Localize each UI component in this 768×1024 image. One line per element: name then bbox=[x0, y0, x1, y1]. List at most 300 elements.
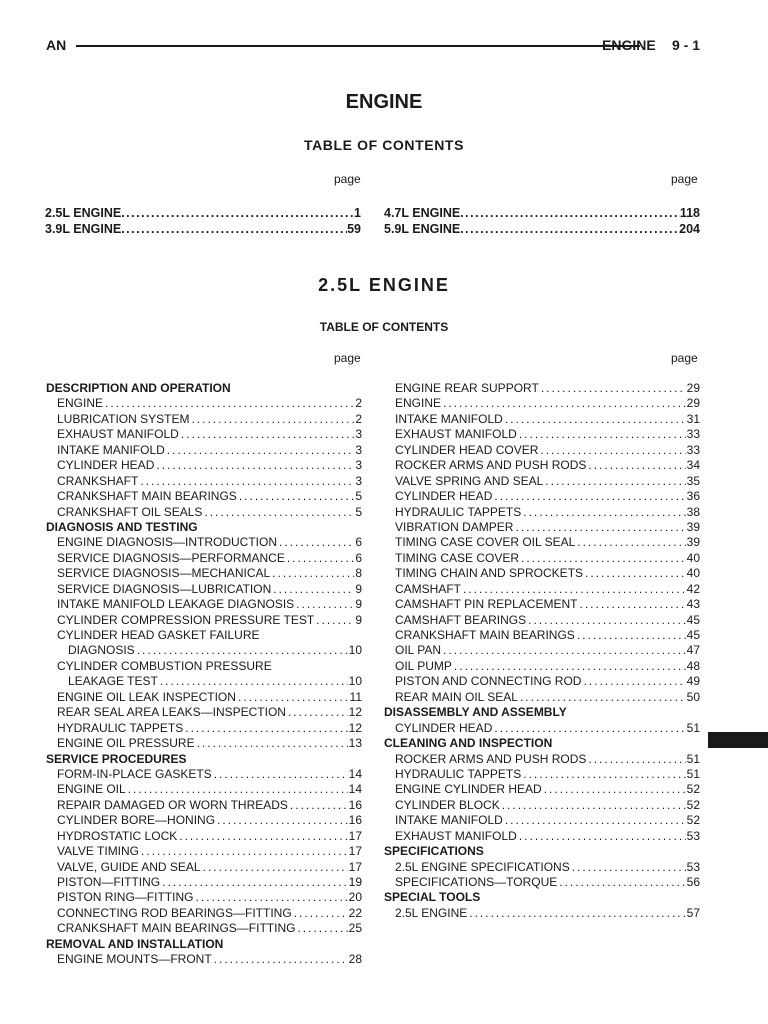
leader-dots bbox=[583, 566, 686, 581]
toc-entry[interactable] bbox=[384, 427, 700, 442]
main-toc-row[interactable] bbox=[384, 205, 700, 221]
leader-dots bbox=[179, 427, 355, 442]
leader-dots bbox=[526, 613, 686, 628]
toc-entry[interactable] bbox=[384, 597, 700, 612]
toc-entry-label: ENGINE OIL bbox=[57, 782, 126, 797]
toc-entry-label: INTAKE MANIFOLD bbox=[395, 411, 503, 426]
leader-dots bbox=[288, 798, 348, 813]
leader-dots bbox=[193, 890, 347, 905]
toc-entry[interactable] bbox=[46, 582, 362, 597]
leader-dots bbox=[126, 782, 348, 797]
leader-dots bbox=[158, 674, 348, 689]
toc-entry-page: 35 bbox=[686, 473, 700, 488]
leader-dots bbox=[557, 875, 685, 890]
toc-entry-page: 14 bbox=[348, 766, 362, 781]
toc-entry-label: HYDROSTATIC LOCK bbox=[57, 828, 178, 843]
leader-dots bbox=[286, 705, 348, 720]
toc-entry[interactable] bbox=[384, 443, 700, 458]
leader-dots bbox=[295, 921, 347, 936]
leader-dots bbox=[521, 505, 685, 520]
toc-entry[interactable] bbox=[46, 613, 362, 628]
toc-entry-label: CRANKSHAFT MAIN BEARINGS bbox=[395, 628, 575, 642]
toc-entry-label: CYLINDER HEAD GASKET FAILURE bbox=[57, 628, 260, 642]
leader-dots bbox=[202, 505, 354, 520]
toc-entry-page: 25 bbox=[348, 921, 362, 936]
leader-dots bbox=[503, 412, 686, 427]
leader-dots bbox=[575, 628, 686, 643]
header-rule bbox=[76, 45, 640, 47]
leader-dots bbox=[236, 690, 349, 705]
toc-entry-label: TIMING CASE COVER bbox=[395, 550, 520, 565]
toc-entry-label: 2.5L ENGINE bbox=[395, 905, 468, 920]
section-tab-marker bbox=[708, 732, 768, 748]
toc-entry[interactable] bbox=[384, 643, 700, 658]
toc-entry-page: 12 bbox=[348, 720, 362, 735]
toc-entry[interactable] bbox=[46, 813, 362, 828]
toc-entry-page: 29 bbox=[686, 381, 700, 395]
toc-entry-page: 38 bbox=[686, 504, 700, 519]
toc-entry[interactable] bbox=[384, 613, 700, 628]
main-toc-label: 5.9L ENGINE bbox=[384, 222, 461, 236]
toc-entry-label: SERVICE DIAGNOSIS—PERFORMANCE bbox=[57, 550, 285, 565]
toc-entry-page: 3 bbox=[355, 458, 362, 473]
toc-entry-page: 14 bbox=[348, 782, 362, 797]
toc-entry[interactable] bbox=[384, 535, 700, 550]
leader-dots bbox=[518, 690, 686, 705]
leader-dots bbox=[121, 205, 354, 221]
toc-entry[interactable] bbox=[46, 721, 362, 736]
toc-entry[interactable] bbox=[384, 412, 700, 427]
toc-entry-page: 49 bbox=[686, 674, 700, 689]
toc-entry-page: 33 bbox=[686, 442, 700, 457]
toc-entry-page: 12 bbox=[348, 705, 362, 720]
toc-entry[interactable] bbox=[384, 474, 700, 489]
toc-entry-page: 53 bbox=[686, 859, 700, 874]
header-section-name: ENGINE bbox=[602, 37, 656, 53]
toc-entry-page: 56 bbox=[686, 875, 700, 889]
page-column-label-right: page bbox=[671, 172, 698, 186]
leader-dots bbox=[212, 952, 348, 967]
toc-entry-page: 19 bbox=[348, 875, 362, 889]
leader-dots bbox=[285, 551, 354, 566]
page-title: ENGINE bbox=[345, 91, 423, 113]
toc-entry-label: CAMSHAFT bbox=[395, 581, 461, 596]
toc-entry[interactable] bbox=[46, 551, 362, 566]
leader-dots bbox=[212, 767, 348, 782]
toc-entry-label: CYLINDER BORE—HONING bbox=[57, 813, 216, 828]
toc-entry-page: 52 bbox=[686, 797, 700, 812]
leader-dots bbox=[542, 782, 686, 797]
toc-entry[interactable] bbox=[46, 628, 362, 643]
toc-entry[interactable] bbox=[46, 659, 362, 674]
toc-entry-page: 17 bbox=[348, 859, 362, 874]
leader-dots bbox=[270, 566, 354, 581]
leader-dots bbox=[314, 613, 354, 628]
main-toc-row[interactable] bbox=[384, 221, 700, 237]
toc-entry[interactable] bbox=[384, 489, 700, 504]
toc-entry-label: ENGINE OIL PRESSURE bbox=[57, 736, 195, 751]
toc-entry-page: 3 bbox=[355, 442, 362, 457]
main-toc-right bbox=[384, 205, 700, 237]
toc-entry[interactable] bbox=[384, 674, 700, 689]
toc-section-heading bbox=[46, 381, 362, 396]
toc-entry-page: 47 bbox=[686, 643, 700, 658]
toc-column-right bbox=[384, 381, 700, 921]
toc-entry-page: 8 bbox=[355, 566, 362, 581]
toc-entry[interactable] bbox=[46, 736, 362, 751]
page-column-label-left: page bbox=[334, 172, 361, 186]
toc-entry-label: ENGINE OIL LEAK INSPECTION bbox=[57, 689, 236, 704]
toc-section-heading bbox=[384, 890, 700, 905]
toc-entry-page: 48 bbox=[686, 658, 700, 673]
leader-dots bbox=[271, 582, 354, 597]
leader-dots bbox=[138, 474, 354, 489]
toc-entry-label: CLEANING AND INSPECTION bbox=[384, 736, 553, 751]
toc-entry-page: 9 bbox=[355, 597, 362, 612]
toc-entry[interactable] bbox=[46, 890, 362, 905]
toc-entry[interactable] bbox=[46, 860, 362, 875]
leader-dots bbox=[467, 906, 685, 921]
toc-entry-page: 22 bbox=[348, 905, 362, 920]
toc-entry[interactable] bbox=[384, 505, 700, 520]
toc-entry-page: 10 bbox=[348, 643, 362, 658]
leader-dots bbox=[586, 458, 685, 473]
toc-column-left bbox=[46, 381, 362, 968]
toc-entry-label: ROCKER ARMS AND PUSH RODS bbox=[395, 458, 587, 473]
leader-dots bbox=[543, 474, 685, 489]
toc-entry-page: 51 bbox=[686, 720, 700, 735]
section-page-column-label-right: page bbox=[671, 351, 698, 365]
leader-dots bbox=[160, 875, 348, 890]
toc-entry-label: DIAGNOSIS AND TESTING bbox=[46, 519, 198, 534]
toc-entry-label: VALVE TIMING bbox=[57, 844, 140, 859]
toc-section-heading bbox=[384, 705, 700, 720]
toc-entry-page: 31 bbox=[686, 411, 700, 426]
toc-entry-page: 45 bbox=[686, 612, 700, 627]
toc-entry[interactable] bbox=[46, 458, 362, 473]
toc-entry-label: HYDRAULIC TAPPETS bbox=[57, 720, 184, 735]
leader-dots bbox=[461, 582, 686, 597]
toc-entry-page: 5 bbox=[355, 504, 362, 519]
toc-entry[interactable] bbox=[384, 798, 700, 813]
toc-entry[interactable] bbox=[46, 474, 362, 489]
toc-entry-page: 33 bbox=[686, 427, 700, 442]
leader-dots bbox=[492, 489, 685, 504]
toc-entry[interactable] bbox=[384, 875, 700, 890]
leader-dots bbox=[500, 798, 686, 813]
toc-entry-label: CAMSHAFT PIN REPLACEMENT bbox=[395, 597, 578, 612]
toc-entry-label: OIL PAN bbox=[395, 643, 442, 658]
toc-entry[interactable] bbox=[384, 582, 700, 597]
toc-entry-page: 45 bbox=[686, 628, 700, 642]
leader-dots bbox=[538, 443, 685, 458]
leader-dots bbox=[201, 860, 348, 875]
toc-entry-label: PISTON RING—FITTING bbox=[57, 890, 194, 905]
toc-entry-label: 2.5L ENGINE SPECIFICATIONS bbox=[395, 859, 570, 874]
toc-entry-page: 40 bbox=[686, 566, 700, 581]
toc-entry-label: EXHAUST MANIFOLD bbox=[395, 427, 517, 442]
toc-entry-page: 6 bbox=[355, 535, 362, 550]
leader-dots bbox=[441, 643, 686, 658]
main-toc-page: 204 bbox=[679, 222, 700, 236]
toc-entry[interactable] bbox=[384, 860, 700, 875]
toc-entry-page: 39 bbox=[686, 535, 700, 550]
section-title: 2.5L ENGINE bbox=[318, 275, 450, 295]
toc-entry-page: 50 bbox=[686, 689, 700, 704]
toc-entry-page: 29 bbox=[686, 396, 700, 411]
toc-section-heading bbox=[46, 937, 362, 952]
toc-entry-page: 5 bbox=[355, 489, 362, 504]
section-toc-title: TABLE OF CONTENTS bbox=[319, 320, 449, 334]
toc-entry[interactable] bbox=[46, 566, 362, 581]
toc-entry[interactable] bbox=[384, 520, 700, 535]
leader-dots bbox=[183, 721, 347, 736]
toc-entry-label: CYLINDER COMPRESSION PRESSURE TEST bbox=[57, 612, 315, 627]
toc-title: TABLE OF CONTENTS bbox=[303, 137, 465, 153]
main-toc-row[interactable] bbox=[45, 205, 361, 221]
leader-dots bbox=[277, 535, 354, 550]
leader-dots bbox=[586, 752, 685, 767]
leader-dots bbox=[575, 535, 685, 550]
toc-entry[interactable] bbox=[46, 798, 362, 813]
toc-entry-label: VIBRATION DAMPER bbox=[395, 519, 514, 534]
toc-section-heading bbox=[46, 752, 362, 767]
toc-entry[interactable] bbox=[384, 690, 700, 705]
toc-entry-label: LEAKAGE TEST bbox=[68, 674, 158, 689]
toc-entry-label: OIL PUMP bbox=[395, 658, 452, 673]
leader-dots bbox=[517, 829, 686, 844]
leader-dots bbox=[460, 205, 680, 221]
toc-entry[interactable] bbox=[384, 381, 700, 396]
toc-entry[interactable] bbox=[46, 443, 362, 458]
toc-entry-page: 16 bbox=[348, 797, 362, 812]
toc-entry[interactable] bbox=[46, 396, 362, 411]
page-header bbox=[46, 37, 700, 55]
main-toc-label: 4.7L ENGINE bbox=[384, 206, 461, 220]
toc-entry-label: TIMING CHAIN AND SPROCKETS bbox=[395, 566, 584, 581]
toc-entry-page: 34 bbox=[686, 458, 700, 473]
toc-entry-label: ENGINE MOUNTS—FRONT bbox=[57, 952, 212, 967]
leader-dots bbox=[441, 396, 686, 411]
leader-dots bbox=[177, 829, 347, 844]
toc-entry-label: EXHAUST MANIFOLD bbox=[57, 427, 179, 442]
toc-entry-label: EXHAUST MANIFOLD bbox=[395, 828, 517, 843]
toc-entry-page: 2 bbox=[355, 396, 362, 411]
toc-entry[interactable] bbox=[46, 535, 362, 550]
leader-dots bbox=[503, 813, 686, 828]
toc-entry-page: 28 bbox=[348, 952, 362, 967]
toc-section-heading bbox=[46, 520, 362, 535]
toc-entry[interactable] bbox=[46, 875, 362, 890]
toc-entry-label: PISTON—FITTING bbox=[57, 875, 161, 889]
toc-entry-label: VALVE SPRING AND SEAL bbox=[395, 473, 544, 488]
toc-entry-page: 10 bbox=[348, 674, 362, 689]
toc-entry-label: SERVICE DIAGNOSIS—MECHANICAL bbox=[57, 566, 271, 581]
toc-entry-label: INTAKE MANIFOLD bbox=[57, 442, 165, 457]
toc-entry[interactable] bbox=[46, 952, 362, 967]
toc-entry-label: TIMING CASE COVER OIL SEAL bbox=[395, 535, 576, 550]
toc-entry[interactable] bbox=[46, 643, 362, 658]
leader-dots bbox=[154, 458, 354, 473]
toc-entry-label: SPECIFICATIONS—TORQUE bbox=[395, 875, 558, 889]
toc-entry-label: CYLINDER COMBUSTION PRESSURE bbox=[57, 658, 272, 673]
toc-entry-page: 17 bbox=[348, 828, 362, 843]
leader-dots bbox=[292, 906, 348, 921]
toc-entry[interactable] bbox=[384, 458, 700, 473]
toc-entry-label: HYDRAULIC TAPPETS bbox=[395, 766, 522, 781]
toc-entry[interactable] bbox=[46, 921, 362, 936]
main-toc-row[interactable] bbox=[45, 221, 361, 237]
leader-dots bbox=[452, 659, 686, 674]
leader-dots bbox=[570, 860, 686, 875]
leader-dots bbox=[539, 381, 686, 396]
toc-entry-page: 6 bbox=[355, 550, 362, 565]
toc-entry-label: CAMSHAFT BEARINGS bbox=[395, 612, 527, 627]
toc-entry-page: 13 bbox=[348, 736, 362, 751]
toc-entry-page: 51 bbox=[686, 766, 700, 781]
toc-entry-label: CRANKSHAFT MAIN BEARINGS bbox=[57, 489, 237, 504]
main-toc-left bbox=[45, 205, 361, 237]
toc-entry-page: 51 bbox=[686, 751, 700, 766]
toc-entry[interactable] bbox=[384, 782, 700, 797]
leader-dots bbox=[189, 412, 354, 427]
toc-entry[interactable] bbox=[384, 659, 700, 674]
toc-entry-label: CONNECTING ROD BEARINGS—FITTING bbox=[57, 905, 292, 920]
toc-entry-label: REPAIR DAMAGED OR WORN THREADS bbox=[57, 797, 288, 812]
toc-entry-label: CYLINDER HEAD bbox=[395, 720, 493, 735]
section-page-column-label-left: page bbox=[334, 351, 361, 365]
leader-dots bbox=[521, 767, 685, 782]
toc-entry-label: SPECIFICATIONS bbox=[384, 844, 484, 859]
toc-entry-page: 53 bbox=[686, 828, 700, 843]
toc-entry-label: SERVICE DIAGNOSIS—LUBRICATION bbox=[57, 581, 272, 596]
toc-entry-page: 3 bbox=[355, 473, 362, 488]
toc-entry[interactable] bbox=[46, 906, 362, 921]
toc-entry-label: PISTON AND CONNECTING ROD bbox=[395, 674, 582, 689]
toc-entry-label: ENGINE bbox=[395, 396, 442, 411]
toc-entry[interactable] bbox=[46, 505, 362, 520]
toc-entry-label: REAR MAIN OIL SEAL bbox=[395, 689, 518, 704]
leader-dots bbox=[195, 736, 348, 751]
toc-entry[interactable] bbox=[384, 767, 700, 782]
toc-entry-label: CYLINDER HEAD bbox=[57, 458, 155, 473]
leader-dots bbox=[294, 597, 354, 612]
toc-entry-label: REMOVAL AND INSTALLATION bbox=[46, 936, 224, 951]
leader-dots bbox=[135, 643, 348, 658]
toc-section-heading bbox=[384, 736, 700, 751]
toc-entry-page: 17 bbox=[348, 844, 362, 859]
toc-entry-page: 36 bbox=[686, 489, 700, 504]
leader-dots bbox=[139, 844, 348, 859]
main-toc-label: 3.9L ENGINE bbox=[45, 222, 122, 236]
toc-entry-page: 20 bbox=[348, 890, 362, 905]
toc-entry[interactable] bbox=[46, 674, 362, 689]
toc-entry-label: SPECIAL TOOLS bbox=[384, 890, 481, 905]
toc-entry[interactable] bbox=[384, 906, 700, 921]
leader-dots bbox=[492, 721, 685, 736]
toc-entry[interactable] bbox=[46, 767, 362, 782]
toc-entry[interactable] bbox=[384, 752, 700, 767]
toc-entry[interactable] bbox=[46, 412, 362, 427]
toc-entry[interactable] bbox=[46, 597, 362, 612]
toc-entry-page: 3 bbox=[355, 427, 362, 442]
toc-entry[interactable] bbox=[46, 829, 362, 844]
toc-entry[interactable] bbox=[384, 566, 700, 581]
toc-entry-label: CRANKSHAFT bbox=[57, 473, 139, 488]
toc-entry-label: ROCKER ARMS AND PUSH RODS bbox=[395, 751, 587, 766]
toc-entry[interactable] bbox=[384, 813, 700, 828]
toc-entry-page: 40 bbox=[686, 550, 700, 565]
toc-entry[interactable] bbox=[384, 721, 700, 736]
leader-dots bbox=[121, 221, 347, 237]
toc-section-heading bbox=[384, 844, 700, 859]
toc-entry-page: 57 bbox=[686, 905, 700, 920]
main-toc-label: 2.5L ENGINE bbox=[45, 206, 122, 220]
toc-entry-label: DISASSEMBLY AND ASSEMBLY bbox=[384, 705, 567, 720]
leader-dots bbox=[517, 427, 686, 442]
toc-entry[interactable] bbox=[46, 690, 362, 705]
main-toc-page: 118 bbox=[679, 206, 700, 220]
toc-entry-page: 9 bbox=[355, 612, 362, 627]
toc-entry-page: 52 bbox=[686, 782, 700, 797]
toc-entry-label: ENGINE DIAGNOSIS—INTRODUCTION bbox=[57, 535, 278, 550]
toc-entry-label: VALVE, GUIDE AND SEAL bbox=[57, 859, 201, 874]
header-manual-code: AN bbox=[46, 37, 67, 53]
toc-entry[interactable] bbox=[384, 396, 700, 411]
leader-dots bbox=[519, 551, 686, 566]
leader-dots bbox=[215, 813, 348, 828]
toc-entry[interactable] bbox=[384, 628, 700, 643]
toc-entry-label: CYLINDER HEAD bbox=[395, 489, 493, 504]
toc-entry[interactable] bbox=[46, 844, 362, 859]
leader-dots bbox=[513, 520, 685, 535]
leader-dots bbox=[103, 396, 354, 411]
toc-entry-page: 52 bbox=[686, 813, 700, 828]
leader-dots bbox=[460, 221, 679, 237]
toc-entry[interactable] bbox=[384, 551, 700, 566]
toc-entry-label: DESCRIPTION AND OPERATION bbox=[46, 381, 231, 395]
toc-entry[interactable] bbox=[384, 829, 700, 844]
toc-entry-label: FORM-IN-PLACE GASKETS bbox=[57, 766, 212, 781]
toc-entry[interactable] bbox=[46, 427, 362, 442]
toc-entry-label: INTAKE MANIFOLD bbox=[395, 813, 503, 828]
main-toc-page: 59 bbox=[347, 222, 361, 236]
toc-entry-page: 39 bbox=[686, 519, 700, 534]
toc-entry-label: CRANKSHAFT MAIN BEARINGS—FITTING bbox=[57, 921, 296, 936]
toc-entry-label: ENGINE bbox=[57, 396, 104, 411]
leader-dots bbox=[165, 443, 355, 458]
toc-entry-page: 11 bbox=[349, 689, 362, 704]
toc-entry[interactable] bbox=[46, 782, 362, 797]
leader-dots bbox=[581, 674, 685, 689]
toc-entry[interactable] bbox=[46, 489, 362, 504]
toc-entry-label: HYDRAULIC TAPPETS bbox=[395, 504, 522, 519]
toc-entry-label: ENGINE CYLINDER HEAD bbox=[395, 782, 542, 797]
toc-entry-label: INTAKE MANIFOLD LEAKAGE DIAGNOSIS bbox=[57, 597, 295, 612]
toc-entry-label: REAR SEAL AREA LEAKS—INSPECTION bbox=[57, 705, 286, 720]
toc-entry-page: 42 bbox=[686, 581, 700, 596]
toc-entry-page: 43 bbox=[686, 597, 700, 612]
toc-entry-page: 16 bbox=[348, 813, 362, 828]
header-page-number: 9 - 1 bbox=[671, 37, 700, 53]
toc-entry[interactable] bbox=[46, 705, 362, 720]
toc-entry-label: SERVICE PROCEDURES bbox=[46, 751, 187, 766]
leader-dots bbox=[237, 489, 355, 504]
toc-entry-label: CRANKSHAFT OIL SEALS bbox=[57, 504, 203, 519]
toc-entry-page: 9 bbox=[355, 581, 362, 596]
toc-entry-label: CYLINDER HEAD COVER bbox=[395, 442, 539, 457]
toc-entry-label: LUBRICATION SYSTEM bbox=[57, 411, 190, 426]
